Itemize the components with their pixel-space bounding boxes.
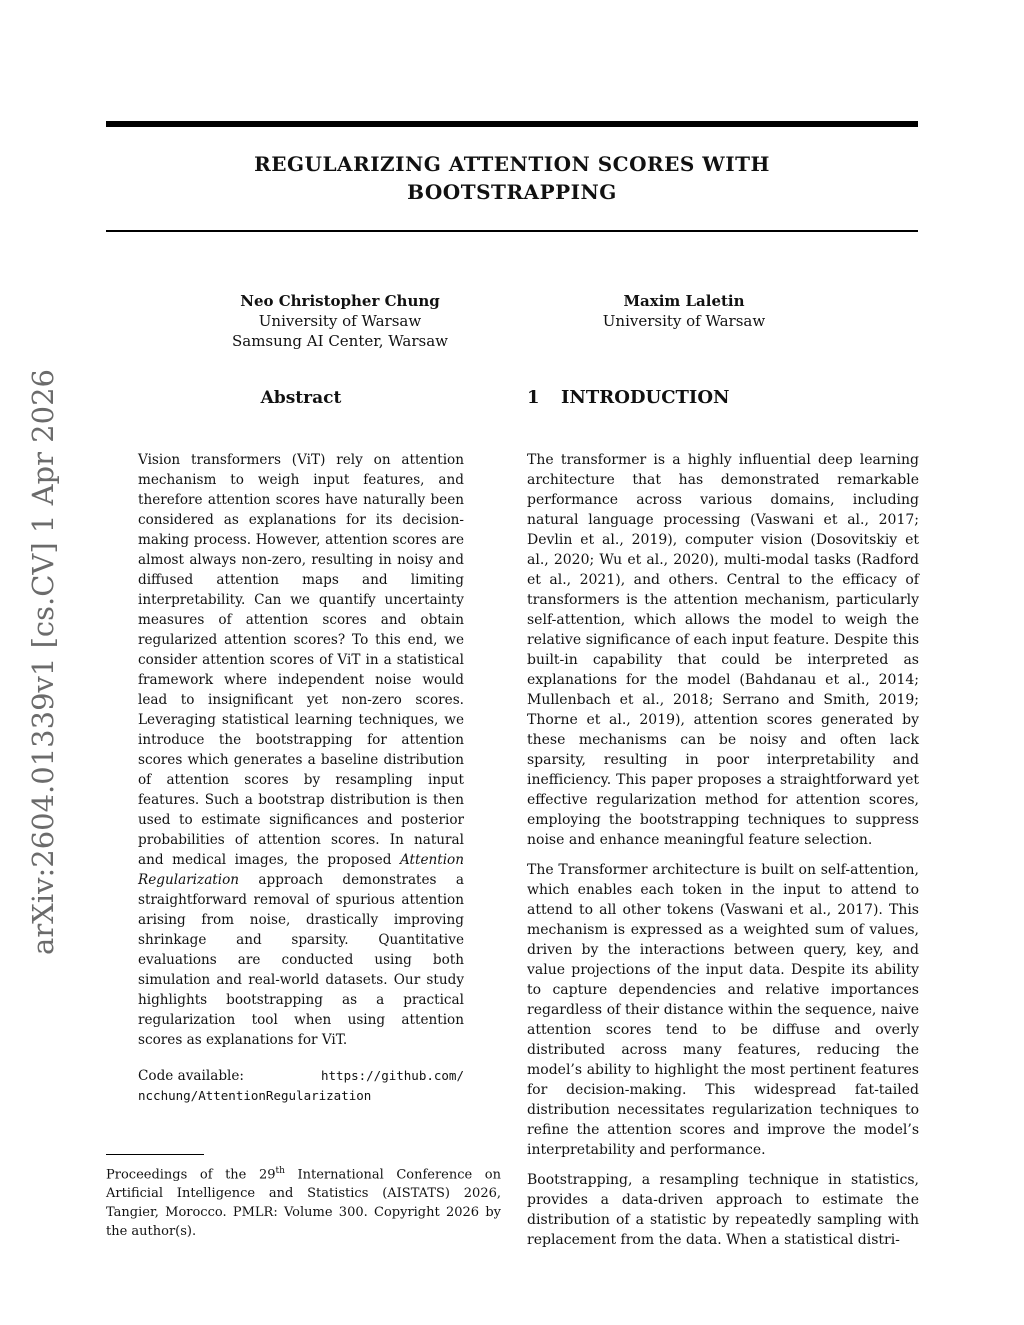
code-url-part-1[interactable]: https://github.com/ (321, 1068, 464, 1083)
section-title: INTRODUCTION (561, 387, 730, 408)
footnote-superscript: th (275, 1166, 285, 1176)
intro-paragraph-1: The transformer is a highly influential deep learning architecture that has demonstrated remarkable performance across various domains, including natural language processing (Vaswani et al., 2017; Devlin et al., 2019), computer vision (Dosovitskiy et al., 2020; Wu et al., 2020), multi-modal tasks (Radford et al., 2021), and others. Central to the efficacy of transformers is the attention mechanism, particularly self-attention, which allows the model to weigh the relative significance of each input feature. Despite this built-in capability that could be interpreted as explanations for the model (Bahdanau et al., 2014; Mullenbach et al., 2018; Serrano and Smith, 2019; Thorne et al., 2019), attention scores generated by these mechanisms can be noisy and often lack sparsity, resulting in poor interpretability and inefficiency. This paper proposes a straightforward yet effective regularization method for attention scores, employing the bootstrapping techniques to suppress noise and enhance meaningful feature selection. (527, 452, 919, 848)
footnote-text-after: International Conference on Artificial Intelligence and Statistics (AISTATS) 2026, Tangier, Morocco. PMLR: Volume 300. Copyright 2026 by the author(s). (106, 1167, 501, 1240)
abstract-emphasis: Attention Regularization (138, 852, 464, 888)
footnote (106, 1162, 501, 1241)
author-block-1 (206, 291, 474, 351)
title-rule-top (106, 121, 918, 127)
footnote-text-before: Proceedings of the 29 (106, 1167, 276, 1183)
code-url-part-2[interactable]: ncchung/AttentionRegularization (138, 1088, 372, 1103)
author-name: Neo Christopher Chung (240, 292, 440, 310)
title-rule-bottom (106, 230, 918, 232)
paper-title-line-1: REGULARIZING ATTENTION SCORES WITH (254, 152, 770, 176)
abstract-heading: Abstract (260, 388, 342, 408)
introduction-column (527, 384, 919, 1260)
abstract-text-part-1: Vision transformers (ViT) rely on attention mechanism to weigh input features, and therefore attention scores have naturally been considered as explanations for its decision-making process. However, attention scores are almost always non-zero, resulting in noisy and diffused attention maps and limiting interpretability. Can we quantify uncertainty measures of attention scores and obtain regularized attention scores? To this end, we consider attention scores of ViT in a statistical framework where independent noise would lead to insignificant yet non-zero scores. Leveraging statistical learning techniques, we introduce the bootstrapping for attention scores which generates a baseline distribution of attention scores by resampling input features. Such a bootstrap distribution is then used to estimate significances and posterior probabilities of attention scores. In natural and medical images, the proposed (138, 452, 464, 868)
paper-title-line-2: BOOTSTRAPPING (407, 180, 617, 204)
paper-title (106, 150, 918, 206)
author-affiliation: University of Warsaw (258, 312, 422, 330)
code-availability (138, 1066, 464, 1106)
author-name: Maxim Laletin (623, 292, 745, 310)
author-affiliation: Samsung AI Center, Warsaw (231, 332, 449, 350)
arxiv-identifier: arXiv:2604.01339v1 [cs.CV] 1 Apr 2026 (26, 369, 60, 955)
abstract-column (138, 384, 464, 1106)
code-label: Code available: (138, 1068, 245, 1084)
intro-paragraph-3: Bootstrapping, a resampling technique in statistics, provides a data-driven approach to estimate the distribution of a statistic by repeatedly sampling with replacement from the data. When a statistical distri- (527, 1172, 919, 1248)
section-heading-introduction (527, 384, 919, 412)
abstract-text-part-2: approach demonstrates a straightforward removal of spurious attention arising from noise, drastically improving shrinkage and sparsity. Quantitative evaluations are conducted using both simulation and real-world datasets. Our study highlights bootstrapping as a practical regularization tool when using attention scores as explanations for ViT. (138, 872, 464, 1048)
section-number: 1 (527, 387, 540, 408)
intro-paragraph-2: The Transformer architecture is built on self-attention, which enables each token in the input to attend to attend to all other tokens (Vaswani et al., 2017). This mechanism is expressed as a weighted sum of values, driven by the interactions between query, key, and value projections of the input data. Despite its ability to capture dependencies and relative importances regardless of their distance within the sequence, naive attention scores tend to be diffuse and overly distributed across many features, reducing the model’s ability to highlight the most pertinent features for decision-making. This widespread fat-tailed distribution necessitates regularization techniques to refine the attention scores and improve the model’s interpretability and performance. (527, 862, 919, 1158)
author-affiliation: University of Warsaw (602, 312, 766, 330)
author-block-2 (560, 291, 808, 331)
footnote-rule (106, 1154, 204, 1155)
abstract-text (138, 450, 464, 1050)
